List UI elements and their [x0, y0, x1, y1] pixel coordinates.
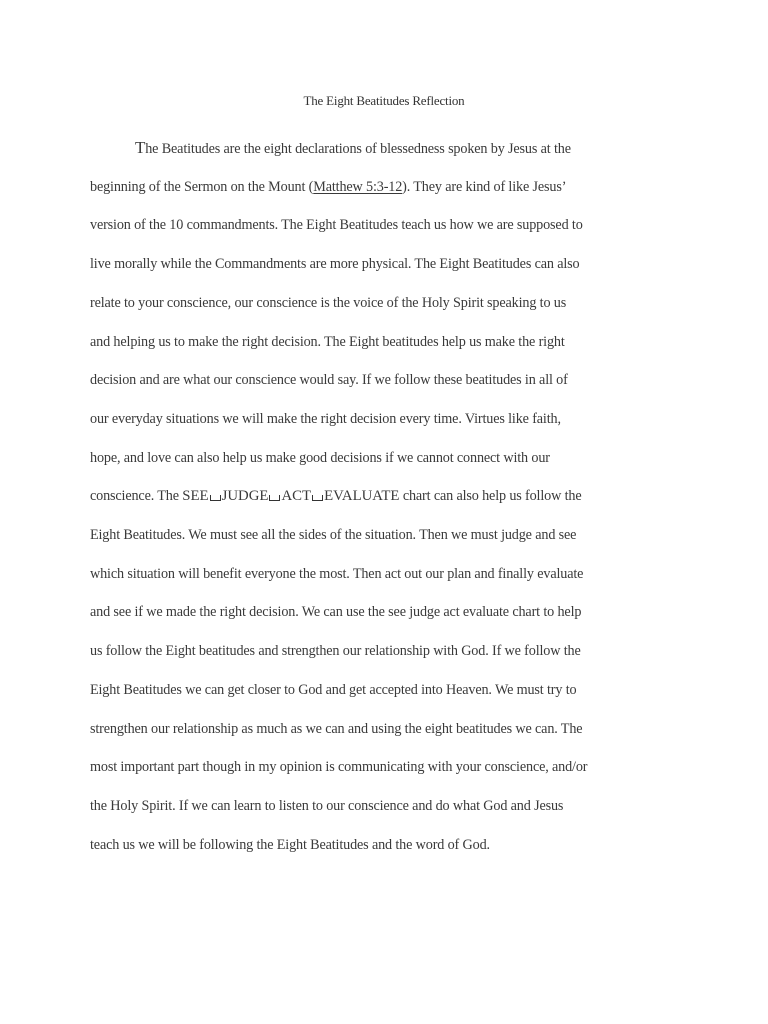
body-line-4: live morally while the Commandments are more physical. The Eight Beatitudes can also — [90, 256, 580, 273]
chart-step-act: ACT — [281, 488, 312, 505]
body-line-17: most important part though in my opinion is communicating with your conscience, and/or — [90, 759, 588, 776]
body-line-1-text: he Beatitudes are the eight declarations of blessedness spoken by Jesus at the — [145, 141, 571, 157]
body-line-3: version of the 10 commandments. The Eight Beatitudes teach us how we are supposed to — [90, 217, 583, 234]
separator-mark — [312, 495, 323, 501]
body-line-11: Eight Beatitudes. We must see all the sides of the situation. Then we must judge and see — [90, 527, 577, 543]
separator-mark — [210, 495, 221, 501]
body-line-19: teach us we will be following the Eight Beatitudes and the word of God. — [90, 836, 490, 853]
body-line-14: us follow the Eight beatitudes and strengthen our relationship with God. If we follow the — [90, 643, 581, 660]
body-line-13: and see if we made the right decision. We can use the see judge act evaluate chart to help — [90, 604, 582, 621]
body-line-1 — [90, 138, 571, 159]
body-line-9: hope, and love can also help us make good decisions if we cannot connect with our — [90, 449, 550, 466]
document-title: The Eight Beatitudes Reflection — [303, 93, 465, 108]
body-line-2: beginning of the Sermon on the Mount (Matthew 5:3-12). They are kind of like Jesus’ — [90, 178, 567, 195]
chart-step-evaluate: EVALUATE — [324, 488, 400, 505]
drop-initial: T — [135, 138, 146, 157]
body-line-7: decision and are what our conscience would say. If we follow these beatitudes in all of — [90, 372, 568, 389]
chart-step-see: SEE — [182, 488, 209, 505]
body-line-15: Eight Beatitudes we can get closer to God and get accepted into Heaven. We must try to — [90, 681, 577, 698]
scripture-link[interactable]: Matthew 5:3-12 — [313, 178, 403, 195]
separator-mark — [269, 495, 280, 501]
body-line-16: strengthen our relationship as much as we can and using the eight beatitudes we can. The — [90, 720, 583, 737]
body-line-5: relate to your conscience, our conscience is the voice of the Holy Spirit speaking to us — [90, 294, 567, 311]
body-line-6: and helping us to make the right decision. The Eight beatitudes help us make the right — [90, 333, 565, 350]
body-line-12: which situation will benefit everyone the most. Then act out our plan and finally evaluate — [90, 565, 584, 582]
body-line-18: the Holy Spirit. If we can learn to listen to our conscience and do what God and Jesus — [90, 797, 564, 814]
chart-step-judge: JUDGE — [221, 488, 269, 505]
body-line-10: conscience. The SEE JUDGE ACT EVALUATE chart can also help us follow the — [90, 488, 582, 505]
body-line-8: our everyday situations we will make the right decision every time. Virtues like faith, — [90, 410, 561, 427]
